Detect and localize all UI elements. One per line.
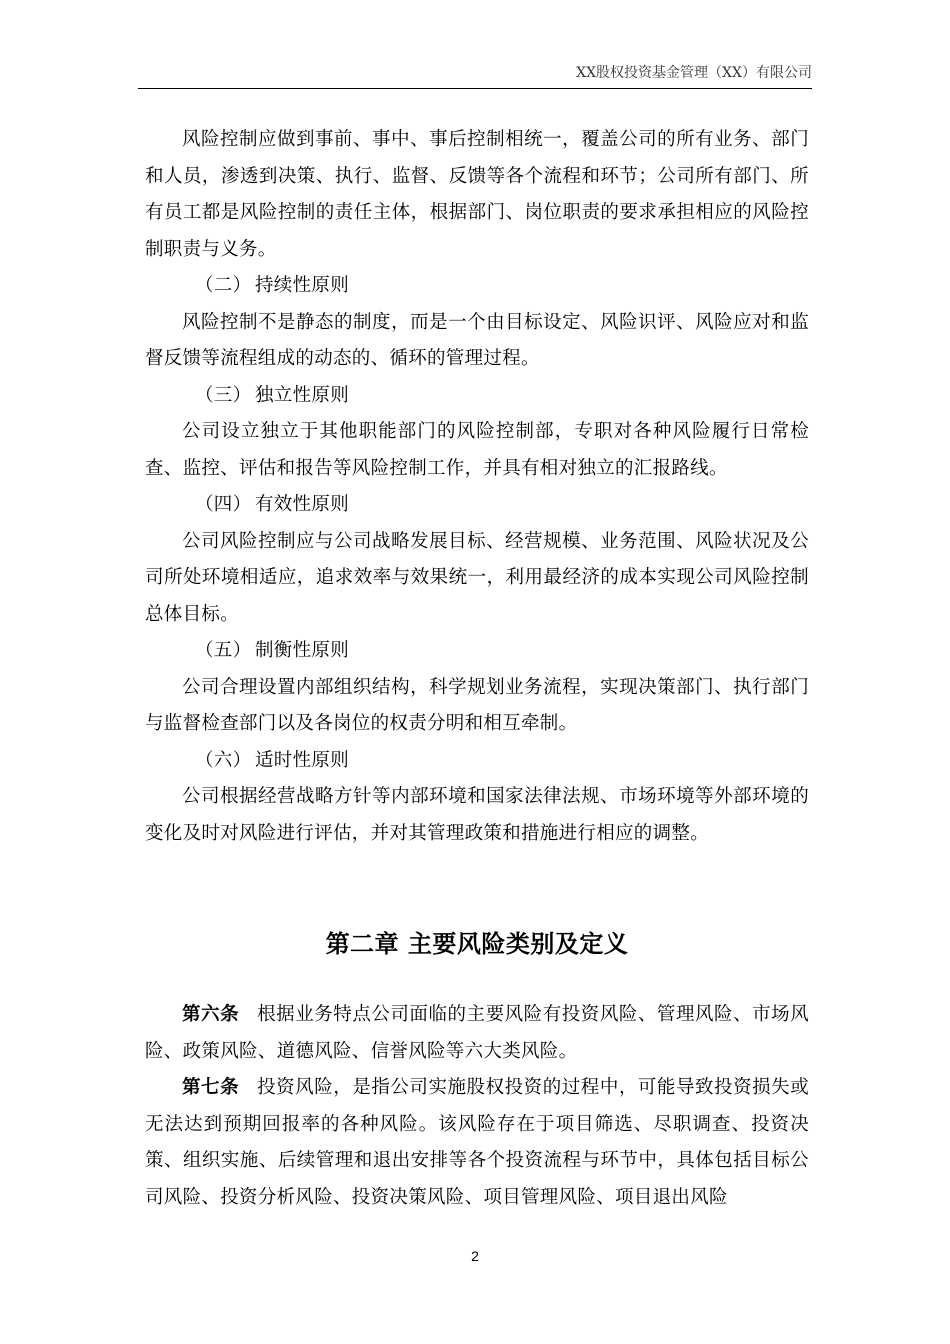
paragraph: 风险控制不是静态的制度，而是一个由目标设定、风险识评、风险应对和监督反馈等流程组成的动态的、循环的管理过程。 — [145, 311, 809, 369]
chapter-title: 第二章 主要风险类别及定义 — [325, 930, 629, 958]
page-header — [138, 62, 812, 89]
section-heading-4 — [145, 487, 809, 524]
section-heading-2 — [145, 268, 809, 305]
article-6 — [145, 997, 809, 1070]
section-title: 有效性原则 — [255, 494, 350, 515]
section-title: 独立性原则 — [255, 384, 350, 406]
article-label: 第七条 — [182, 1077, 240, 1098]
paragraph: 公司设立独立于其他职能部门的风险控制部，专职对各种风险履行日常检查、监控、评估和报告等风险控制工作，并具有相对独立的汇报路线。 — [145, 421, 809, 479]
section-title: 制衡性原则 — [255, 640, 350, 661]
section-title: 持续性原则 — [255, 275, 350, 296]
paragraph: 公司根据经营战略方针等内部环境和国家法律法规、市场环境等外部环境的变化及时对风险进行评估，并对其管理政策和措施进行相应的调整。 — [145, 786, 809, 844]
section-heading-5 — [145, 633, 809, 670]
document-body — [145, 122, 809, 1216]
page-number: 2 — [471, 1248, 479, 1264]
section-number: （五） — [195, 640, 252, 661]
paragraph: 公司合理设置内部组织结构，科学规划业务流程，实现决策部门、执行部门与监督检查部门以及各岗位的权责分明和相互牵制。 — [145, 676, 809, 734]
article-label: 第六条 — [182, 1004, 240, 1025]
paragraph: 风险控制应做到事前、事中、事后控制相统一，覆盖公司的所有业务、部门和人员，渗透到决策、执行、监督、反馈等各个流程和环节；公司所有部门、所有员工都是风险控制的责任主体，根据部门、岗位职责的要求承担相应的风险控制职责与义务。 — [145, 129, 809, 260]
section-number: （六） — [195, 749, 252, 771]
section-number: （三） — [195, 384, 252, 406]
section-heading-3 — [145, 378, 809, 415]
paragraph: 公司风险控制应与公司战略发展目标、经营规模、业务范围、风险状况及公司所处环境相适应，追求效率与效果统一，利用最经济的成本实现公司风险控制总体目标。 — [145, 530, 809, 625]
section-number: （四） — [195, 494, 252, 515]
article-text: 根据业务特点公司面临的主要风险有投资风险、管理风险、市场风险、政策风险、道德风险、信誉风险等六大类风险。 — [145, 1004, 810, 1062]
article-7 — [145, 1070, 809, 1216]
section-heading-6 — [145, 743, 809, 780]
section-number: （二） — [195, 275, 252, 296]
article-text: 投资风险，是指公司实施股权投资的过程中，可能导致投资损失或无法达到预期回报率的各种风险。该风险存在于项目筛选、尽职调查、投资决策、组织实施、后续管理和退出安排等各个投资流程与环节中，具体包括目标公司风险、投资分析风险、投资决策风险、项目管理风险、项目退出风险 — [145, 1077, 810, 1208]
company-name: XX股权投资基金管理（XX）有限公司 — [576, 65, 812, 81]
section-title: 适时性原则 — [255, 749, 350, 771]
